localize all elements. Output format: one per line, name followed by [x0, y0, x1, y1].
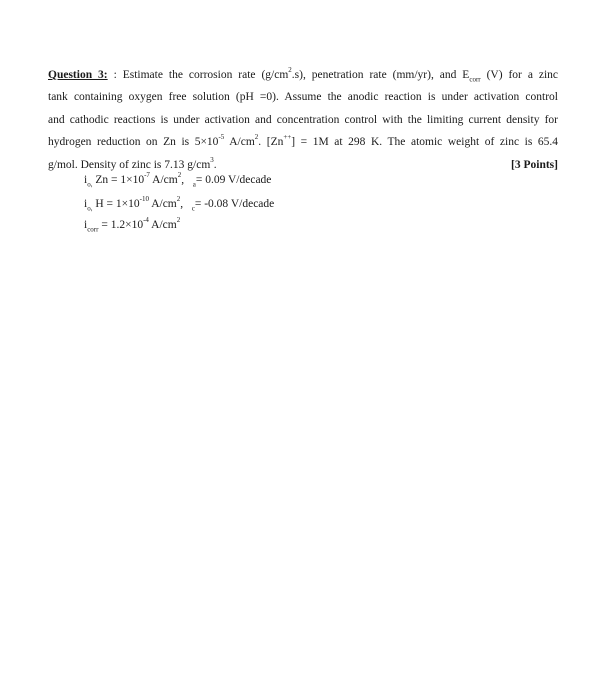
given-zn-exchange-current: $i_{o,}$ $Zn = 1\times 10^{-7}$ $A/cm^2$, $_a$= 0.09 V/decade: [84, 171, 272, 189]
question-line-2: tank containing oxygen free solution (pH =0). Assume the anodic reaction is under activation control: [48, 91, 558, 104]
question-label: Question 3:: [48, 69, 108, 81]
given-h-exchange-current: $i_{o,}$ $H = 1\times 10^{-10}$ $A/cm^2$, $_c$= -0.08 V/decade: [84, 195, 275, 213]
question-line-4: hydrogen reduction on Zn is $5\times 10^{-5}$ $A/cm^2$. [Zn++] = 1M at 298 K. The atomic weight of zinc is 65.4: [48, 133, 558, 149]
points-label: [3 Points]: [511, 158, 558, 171]
question-line-1: Question 3: : Estimate the corrosion rate $(g/cm^2.s)$, penetration rate (mm/yr), and $E_{corr}$ (V) for a zinc: [48, 66, 559, 84]
question-paragraph: [48, 64, 558, 176]
question-line-5: g/mol. Density of zinc is 7.13 $g/cm^3$. [3 Points]: [48, 154, 558, 176]
question-line-3: and cathodic reactions is under activation and concentration control with the limiting current density for: [48, 113, 558, 126]
given-corrosion-current: $i_{corr} = 1.2\times 10^{-4}$ $A/cm^2$: [84, 216, 181, 234]
